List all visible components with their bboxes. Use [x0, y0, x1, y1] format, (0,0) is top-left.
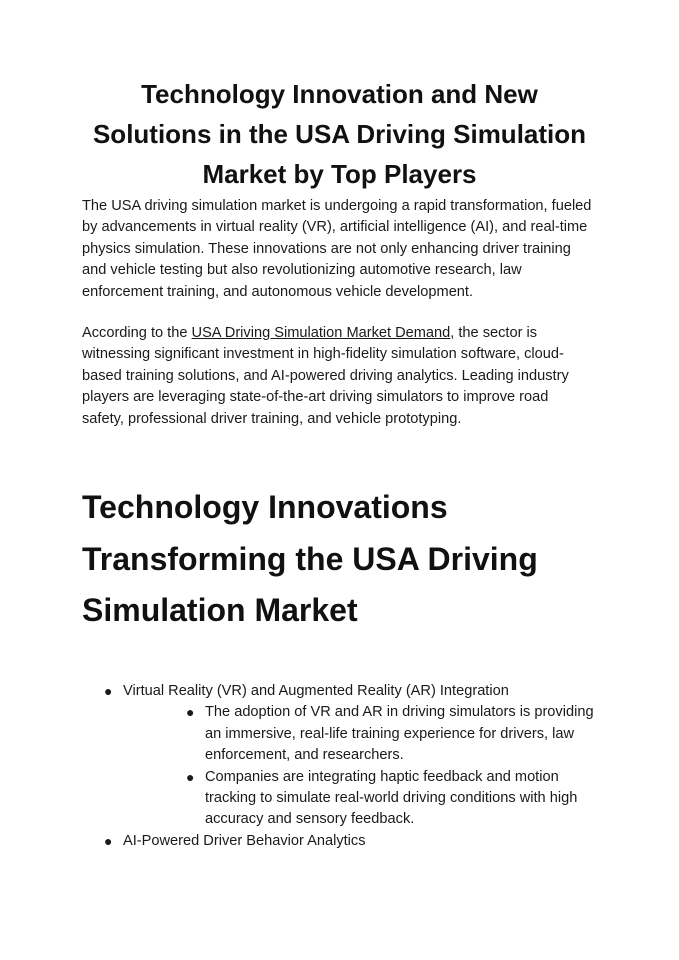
sub-list	[123, 702, 602, 830]
list-item-text: AI-Powered Driver Behavior Analytics	[123, 832, 366, 849]
list-item-text: Virtual Reality (VR) and Augmented Reality (AR) Integration	[123, 683, 509, 699]
sub-list-item-text: The adoption of VR and AR in driving simulators is providing an immersive, real-life training experience for drivers, law enforcement, and researchers.	[205, 704, 594, 764]
sub-list-item	[123, 702, 602, 766]
demand-paragraph	[82, 323, 594, 430]
bullet-icon: ●	[104, 683, 113, 699]
demand-paragraph-rest: , the sector is witnessing significant investment in high-fidelity simulation software, cloud-based training solutions, and AI-powered driving analytics. Leading industry players are leveraging state-of-the-art driving simulators to improve road safety, professional driver training, and vehicle prototyping.	[82, 325, 569, 427]
section-heading: Technology Innovations Transforming the USA Driving Simulation Market	[82, 489, 538, 628]
sub-list-item	[123, 767, 602, 831]
intro-paragraph: The USA driving simulation market is undergoing a rapid transformation, fueled by advancements in virtual reality (VR), artificial intelligence (AI), and real-time physics simulation. These innovations are not only enhancing driver training and vehicle testing but also revolutionizing automotive research, law enforcement training, and autonomous vehicle development.	[82, 198, 592, 300]
list-item	[82, 681, 602, 831]
demand-paragraph-lead: According to the	[82, 325, 192, 341]
document-title: Technology Innovation and New Solutions in the USA Driving Simulation Market by Top Players	[92, 79, 587, 189]
bullet-icon: ●	[186, 768, 195, 785]
bullet-icon: ●	[186, 704, 195, 721]
list-item	[82, 831, 602, 852]
sub-list-item-text: Companies are integrating haptic feedback and motion tracking to simulate real-world driving conditions with high accuracy and sensory feedback.	[205, 768, 578, 828]
bullet-icon: ●	[104, 832, 113, 849]
innovation-list	[82, 681, 602, 852]
market-demand-link[interactable]: USA Driving Simulation Market Demand	[191, 325, 451, 341]
